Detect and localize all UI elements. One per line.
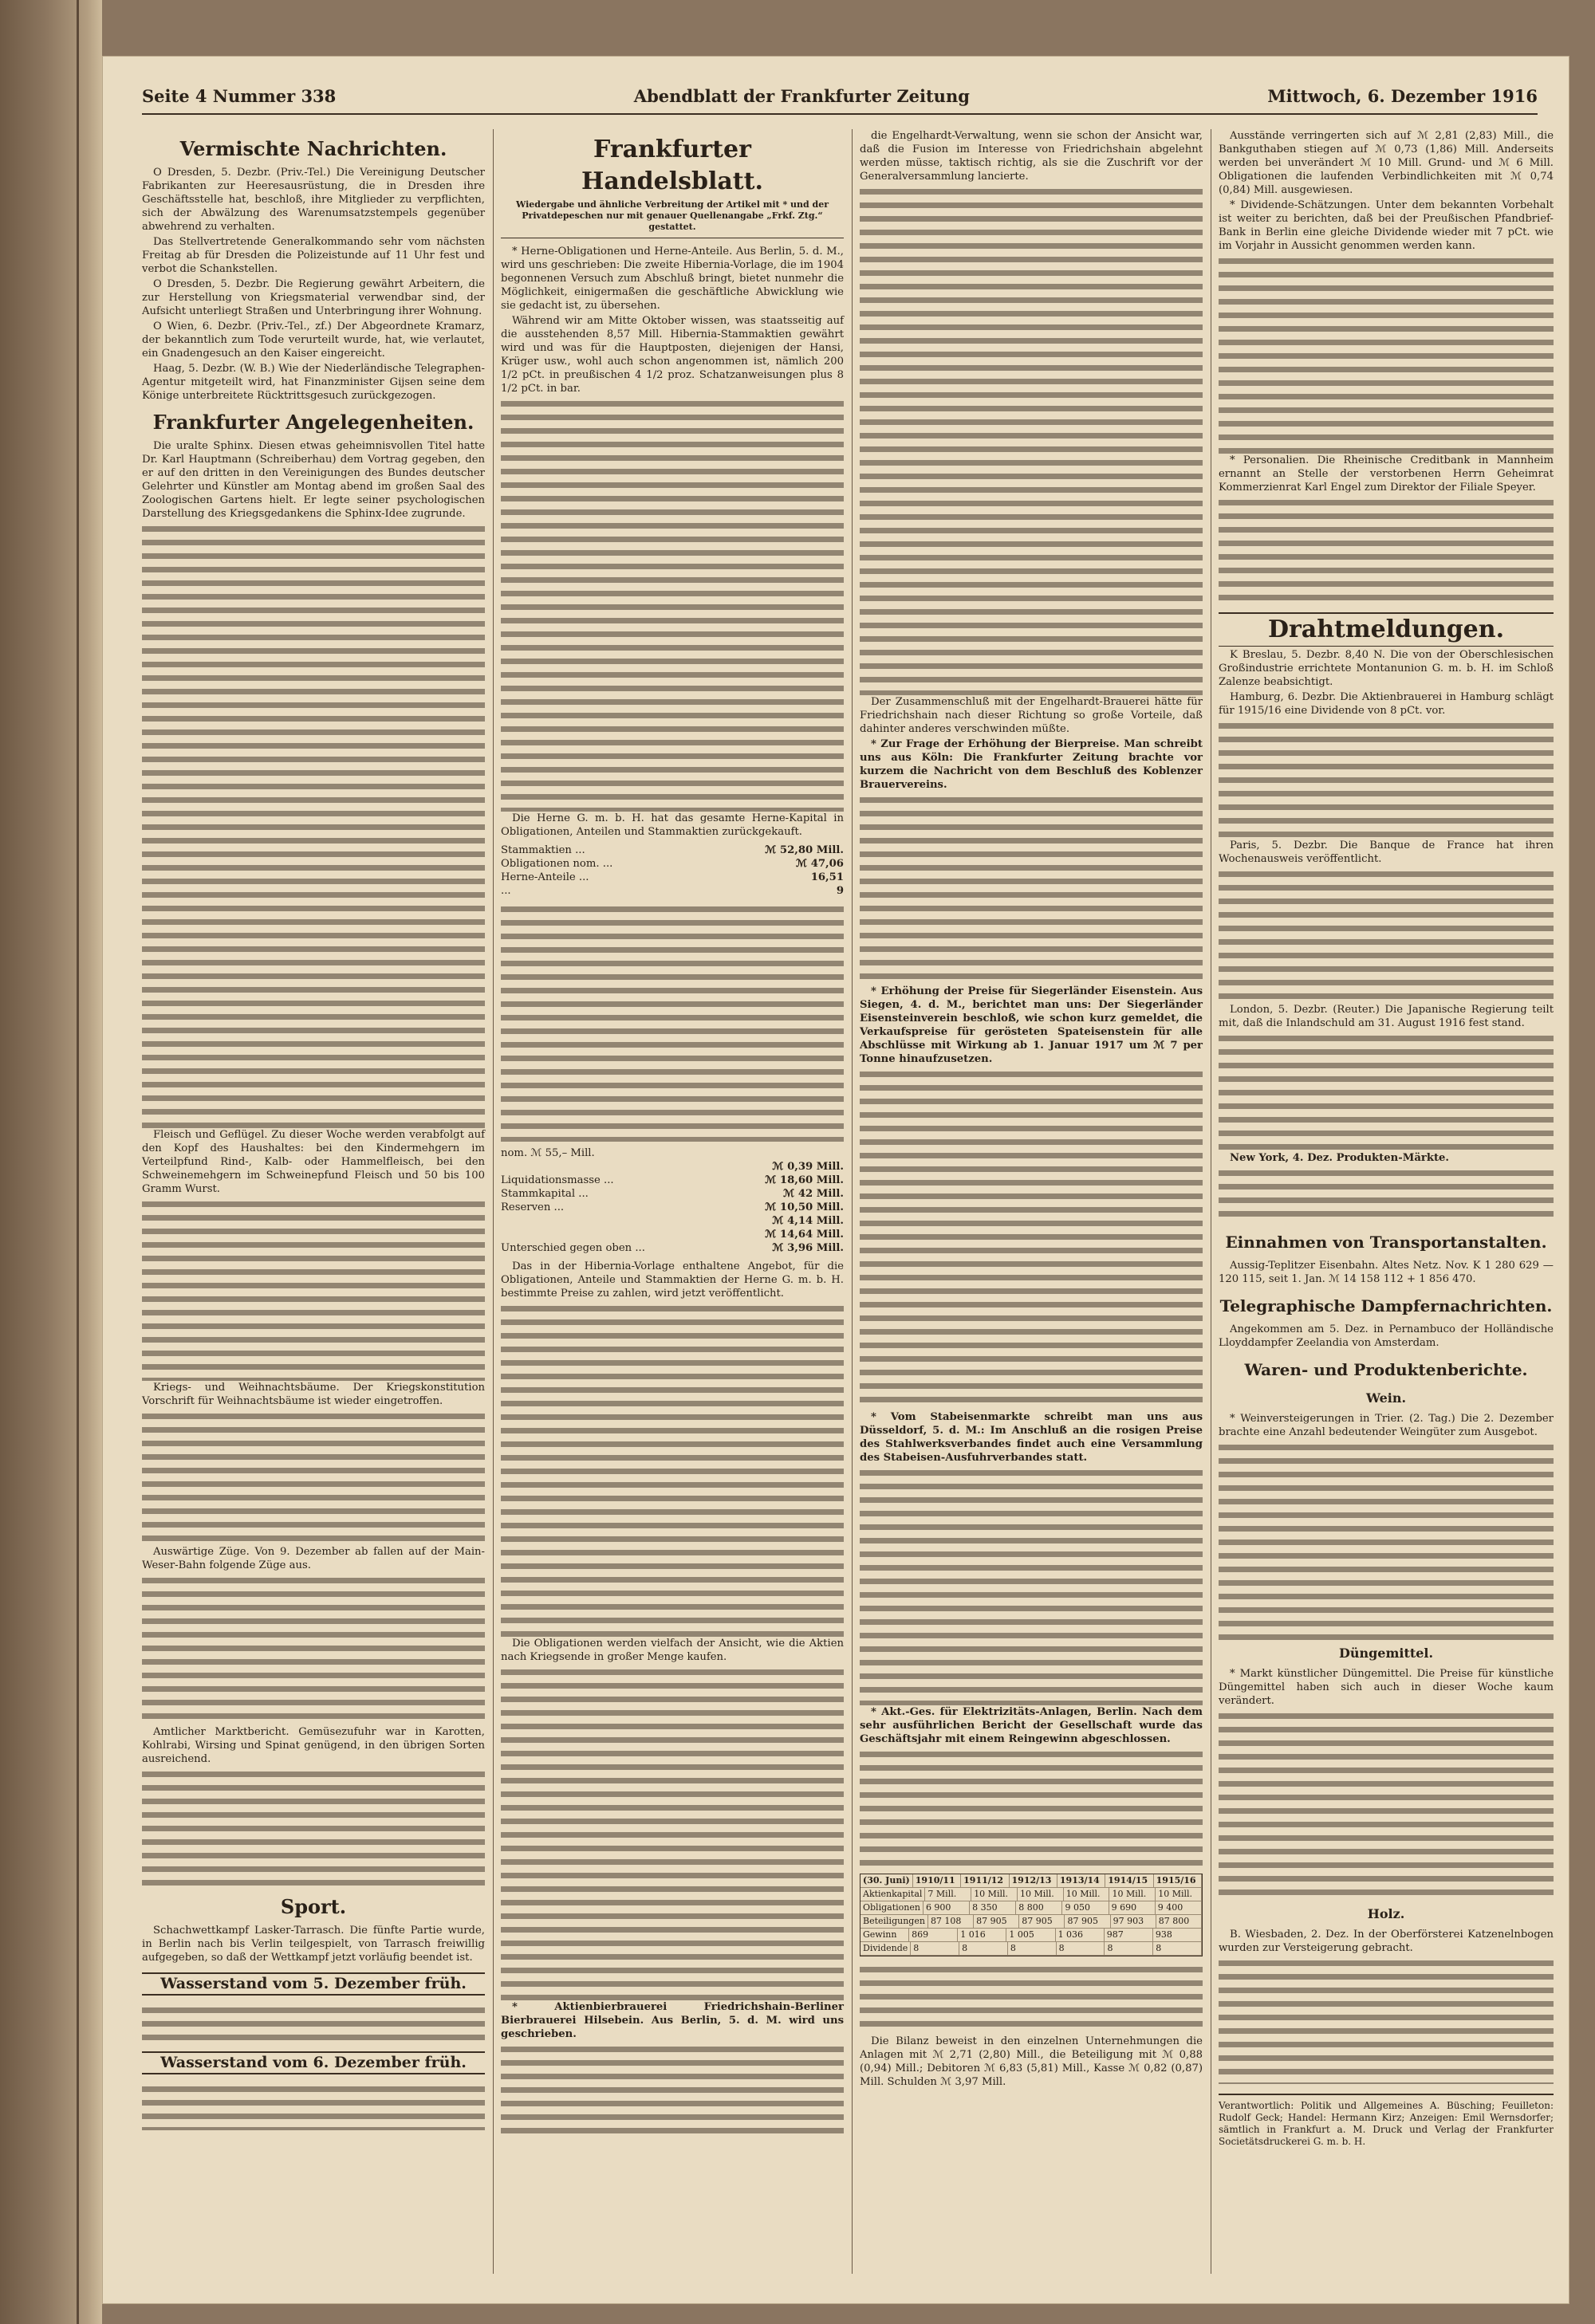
- table-cell: 1 036: [1056, 1929, 1105, 1941]
- table-cell: 7 Mill.: [925, 1888, 971, 1901]
- paragraph: * Weinversteigerungen in Trier. (2. Tag.) Die 2. Dezember brachte eine Anzahl bedeutender Weingüter zum Ausgebot.: [1219, 1413, 1554, 1438]
- text-filler: [860, 1963, 1203, 2035]
- table-header-row: [861, 1874, 1202, 1888]
- text-filler: [142, 1410, 485, 1545]
- paragraph: Fleisch und Geflügel. Zu dieser Woche werden verabfolgt auf den Kopf des Haushaltes: bei den Kindermehgern im Verteilpfund Rind-, Kalb- oder Hammelfleisch, bei den Schweinemehgern im Schweinepfund Fleisch und 50 bis 100 Gramm Wurst.: [142, 1129, 485, 1195]
- table-cell: 10 Mill.: [971, 1888, 1018, 1901]
- duengemittel-heading: Düngemittel.: [1338, 1646, 1434, 1661]
- text-filler: [860, 793, 1203, 985]
- table-row: [861, 1915, 1202, 1929]
- dampfer-heading: Telegraphische Dampfernachrichten.: [1219, 1296, 1553, 1315]
- water-level-heading: Wasserstand vom 5. Dezember früh.: [142, 1972, 485, 1996]
- paragraph: Haag, 5. Dezbr. (W. B.) Wie der Niederländische Telegraphen-Agentur mitgeteilt wird, hat Finanzminister Gijsen seine dem Könige unterbreitete Rücktrittsgesuch zurückgezogen.: [142, 363, 485, 402]
- table-header-cell: 1915/16: [1154, 1874, 1202, 1887]
- frankfurter-angelegenheiten-title: Frankfurter Angelegenheiten.: [152, 411, 475, 434]
- table-cell: 8 350: [970, 1901, 1016, 1914]
- vermischte-title: Vermischte Nachrichten.: [179, 137, 447, 160]
- column-4: [1219, 129, 1554, 2282]
- text-filler: [860, 1748, 1203, 1867]
- column-3: [860, 129, 1203, 2282]
- figure-value: ℳ 4,14 Mill.: [772, 1215, 844, 1227]
- table-header-cell: 1913/14: [1057, 1874, 1105, 1887]
- handelsblatt-subtitle: Wiedergabe und ähnliche Verbreitung der Artikel mit * und der Privatdepeschen nur mit genauer Quellenangabe „Frkf. Ztg.“ gestattet.: [501, 199, 844, 238]
- table-cell: 869: [909, 1929, 958, 1941]
- page-header: [142, 78, 1538, 115]
- paragraph: * Herne-Obligationen und Herne-Anteile. Aus Berlin, 5. d. M., wird uns geschrieben: Die zweite Hibernia-Vorlage, die im 1904 begonnenen Versuch zum Abschluß bringt, bietet nunmehr die Möglichkeit, einigermaßen die geschäftliche Abwicklung wie sie gedacht ist, zu übersehen.: [501, 246, 844, 312]
- column-rule: [493, 129, 494, 2274]
- header-masthead: Abendblatt der Frankfurter Zeitung: [633, 85, 970, 106]
- paragraph: O Wien, 6. Dezbr. (Priv.-Tel., zf.) Der Abgeordnete Kramarz, der bekanntlich zum Tode verurteilt wurde, hat, wie verlautet, ein Gnadengesuch an den Kaiser eingereicht.: [142, 320, 485, 360]
- table-cell: 87 905: [1019, 1915, 1065, 1928]
- drahtmeldungen-title: Drahtmeldungen.: [1219, 612, 1554, 647]
- text-filler: [860, 1068, 1203, 1410]
- paragraph: * Akt.-Ges. für Elektrizitäts-Anlagen, Berlin. Nach dem sehr ausführlichen Bericht der Gesellschaft wurde das Geschäftsjahr mit einem Reingewinn abgeschlossen.: [860, 1706, 1203, 1745]
- figure-label: Obligationen nom. ...: [501, 858, 613, 870]
- text-filler: [142, 1574, 485, 1725]
- column-rule: [852, 129, 853, 2274]
- text-filler: [501, 1302, 844, 1637]
- text-filler: [1219, 1956, 1554, 2084]
- text-filler: [142, 1768, 485, 1887]
- waren-heading: Waren- und Produktenberichte.: [1244, 1360, 1528, 1379]
- table-header-cell: 1911/12: [961, 1874, 1009, 1887]
- text-filler: [1219, 1032, 1554, 1151]
- table-cell: 9 400: [1156, 1901, 1202, 1914]
- figure-label: Liquidationsmasse ...: [501, 1174, 614, 1186]
- text-filler: [860, 1466, 1203, 1705]
- table-cell: Beteiligungen: [861, 1915, 928, 1928]
- figures-row: [501, 1146, 844, 1160]
- figures-row: [501, 871, 844, 884]
- book-binding: [0, 0, 102, 2324]
- table-row: [861, 1888, 1202, 1901]
- table-row: [861, 1942, 1202, 1956]
- header-date: Mittwoch, 6. Dezember 1916: [1267, 85, 1538, 106]
- paragraph: die Engelhardt-Verwaltung, wenn sie schon der Ansicht war, daß die Fusion im Interesse von Friedrichshain abgelehnt werden müsse, taktisch richtig, als sie die Zuschrift vor der Generalversammlung lancierte.: [860, 130, 1203, 183]
- column-2: [501, 129, 844, 2282]
- table-row: [861, 1901, 1202, 1915]
- table-cell: 1 016: [958, 1929, 1006, 1941]
- figures-row: [501, 1201, 844, 1214]
- paragraph: Der Zusammenschluß mit der Engelhardt-Brauerei hätte für Friedrichshain nach dieser Richtung so große Vorteile, daß dahinter anderes verschwinden müßte.: [860, 696, 1203, 735]
- sport-title: Sport.: [280, 1895, 347, 1918]
- table-cell: 1 005: [1006, 1929, 1055, 1941]
- table-cell: 87 905: [1065, 1915, 1110, 1928]
- wein-heading: Wein.: [1365, 1390, 1407, 1406]
- text-filler: [1219, 867, 1554, 1003]
- table-cell: 87 905: [974, 1915, 1019, 1928]
- table-header-cell: 1912/13: [1010, 1874, 1057, 1887]
- table-cell: 938: [1153, 1929, 1202, 1941]
- paragraph: Die Herne G. m. b. H. hat das gesamte Herne-Kapital in Obligationen, Anteilen und Stammaktien zurückgekauft.: [501, 812, 844, 838]
- paragraph: Paris, 5. Dezbr. Die Banque de France hat ihren Wochenausweis veröffentlicht.: [1219, 840, 1554, 865]
- text-filler: [1219, 496, 1554, 608]
- table-cell: 97 903: [1111, 1915, 1156, 1928]
- table-cell: 9 050: [1062, 1901, 1109, 1914]
- figure-value: ℳ 52,80 Mill.: [765, 844, 844, 856]
- paragraph: Ausstände verringerten sich auf ℳ 2,81 (2,83) Mill., die Bankguthaben stiegen auf ℳ 0,73 (1,86) Mill. Anderseits werden bei unverändert ℳ 10 Mill. Grund- und ℳ 6 Mill. Obligationen die laufenden Verbindlichkeiten mit ℳ 0,74 (0,84) Mill. ausgewiesen.: [1219, 130, 1554, 196]
- paragraph: Das Stellvertretende Generalkommando sehr vom nächsten Freitag ab für Dresden die Polizeistunde auf 11 Uhr fest und verbot die Schankstellen.: [142, 236, 485, 275]
- paragraph: Schachwettkampf Lasker-Tarrasch. Die fünfte Partie wurde, in Berlin nach bis Verlin teilgespielt, von Tarrasch freiwillig aufgegeben, so daß der Wettkampf jetzt vorläufig beendet ist.: [142, 1925, 485, 1964]
- text-filler: [501, 1665, 844, 2000]
- paragraph: Hamburg, 6. Dezbr. Die Aktienbrauerei in Hamburg schlägt für 1915/16 eine Dividende von 8 pCt. vor.: [1219, 691, 1554, 717]
- text-filler: [142, 522, 485, 1128]
- figures-row: [501, 1187, 844, 1201]
- paragraph: * Markt künstlicher Düngemittel. Die Preise für künstliche Düngemittel haben sich auch in dieser Woche kaum verändert.: [1219, 1668, 1554, 1707]
- paragraph: B. Wiesbaden, 2. Dez. In der Oberförsterei Katzenelnbogen wurden zur Versteigerung gebracht.: [1219, 1929, 1554, 1954]
- paragraph: Kriegs- und Weihnachtsbäume. Der Kriegskonstitution Vorschrift für Weihnachtsbäume ist wieder eingetroffen.: [142, 1382, 485, 1407]
- table-cell: 8: [1008, 1942, 1057, 1955]
- text-filler: [1219, 1166, 1554, 1222]
- table-cell: 8: [1105, 1942, 1153, 1955]
- text-filler: [142, 1197, 485, 1381]
- figures-row: [501, 1174, 844, 1187]
- figure-value: ℳ 10,50 Mill.: [765, 1201, 844, 1213]
- text-filler: [1219, 254, 1554, 454]
- table-cell: 10 Mill.: [1018, 1888, 1064, 1901]
- table-cell: 987: [1105, 1929, 1153, 1941]
- text-filler: [860, 185, 1203, 695]
- text-filler: [501, 397, 844, 812]
- figures-list: [501, 843, 844, 898]
- paragraph: * Personalien. Die Rheinische Creditbank in Mannheim ernannt an Stelle der verstorbenen Herrn Geheimrat Kommerzienrat Karl Engel zum Direktor der Filiale Speyer.: [1219, 454, 1554, 494]
- figure-label: ...: [501, 885, 511, 897]
- table-cell: 9 690: [1109, 1901, 1156, 1914]
- figure-value: ℳ 3,96 Mill.: [772, 1242, 844, 1254]
- figures-row: [501, 884, 844, 898]
- paragraph: Die Obligationen werden vielfach der Ansicht, wie die Aktien nach Kriegsende in großer Menge kaufen.: [501, 1638, 844, 1663]
- table-cell: 8: [1057, 1942, 1105, 1955]
- table-row: [861, 1929, 1202, 1942]
- figure-value: ℳ 42 Mill.: [783, 1188, 844, 1200]
- handelsblatt-title: Frankfurter Handelsblatt.: [581, 136, 763, 195]
- binding-line: [77, 0, 79, 2324]
- text-filler: [1219, 719, 1554, 839]
- figures-row: [501, 843, 844, 857]
- column-1: [142, 129, 485, 2282]
- paragraph: Während wir am Mitte Oktober wissen, was staatsseitig auf die ausstehenden 8,57 Mill. Hibernia-Stammaktien gewährt wird und was für die Hauptposten, diejenigen der Hansi, Krüger usw., wohl auch schon angenommen ist, nämlich 200 1/2 pCt. in preußischen 4 1/2 proz. Schatzanweisungen plus 8 1/2 pCt. in bar.: [501, 315, 844, 395]
- table-cell: Dividende: [861, 1942, 911, 1955]
- newspaper-page: [102, 56, 1569, 2304]
- figure-label: Unterschied gegen oben ...: [501, 1242, 645, 1254]
- financial-table: [860, 1874, 1203, 1956]
- table-cell: 6 900: [924, 1901, 970, 1914]
- figure-value: 9: [836, 885, 844, 897]
- text-filler: [501, 902, 844, 1142]
- figure-label: nom. ℳ 55,– Mill.: [501, 1147, 595, 1159]
- paragraph: London, 5. Dezbr. (Reuter.) Die Japanische Regierung teilt mit, daß die Inlandschuld am 31. August 1916 fest stand.: [1219, 1004, 1554, 1029]
- imprint: Verantwortlich: Politik und Allgemeines A. Büsching; Feuilleton: Rudolf Geck; Handel: Hermann Kirz; Anzeigen: Emil Wernsdorfer; sämtlich in Frankfurt a. M. Druck und Verlag der Frankfurter Societätsdruckerei G. m. b. H.: [1219, 2094, 1554, 2148]
- paragraph: * Aktienbierbrauerei Friedrichshain-Berliner Bierbrauerei Hilsebein. Aus Berlin, 5. d. M. wird uns geschrieben.: [501, 2001, 844, 2040]
- paragraph: Die Bilanz beweist in den einzelnen Unternehmungen die Anlagen mit ℳ 2,71 (2,80) Mill., die Beteiligung mit ℳ 0,88 (0,94) Mill.; Debitoren ℳ 6,83 (5,81) Mill., Kasse ℳ 0,82 (0,87) Mill. Schulden ℳ 3,97 Mill.: [860, 2035, 1203, 2088]
- paragraph: * Vom Stabeisenmarkte schreibt man uns aus Düsseldorf, 5. d. M.: Im Anschluß an die rosigen Preise des Stahlwerksverbandes findet auch eine Versammlung des Stabeisen-Ausfuhrverbandes statt.: [860, 1411, 1203, 1464]
- figure-value: ℳ 47,06: [796, 858, 844, 870]
- table-cell: 8: [911, 1942, 959, 1955]
- table-header-cell: 1914/15: [1105, 1874, 1153, 1887]
- text-filler: [142, 2082, 485, 2130]
- table-cell: 8: [959, 1942, 1008, 1955]
- figures-row: [501, 1228, 844, 1241]
- holz-heading: Holz.: [1367, 1906, 1405, 1921]
- paragraph: * Zur Frage der Erhöhung der Bierpreise. Man schreibt uns aus Köln: Die Frankfurter Zeitung brachte vor kurzem die Nachricht von dem Beschluß des Koblenzer Brauervereins.: [860, 738, 1203, 791]
- table-cell: 87 800: [1156, 1915, 1202, 1928]
- paragraph: * Dividende-Schätzungen. Unter dem bekannten Vorbehalt ist weiter zu berichten, daß bei der Preußischen Pfandbrief-Bank in Berlin eine gleiche Dividende wieder mit 7 pCt. wie im Vorjahr in Aussicht genommen werden kann.: [1219, 199, 1554, 252]
- figure-label: Herne-Anteile ...: [501, 871, 589, 883]
- paragraph: O Dresden, 5. Dezbr. (Priv.-Tel.) Die Vereinigung Deutscher Fabrikanten zur Heeresausrüstung, die in Dresden ihre Geschäftsstelle hat, beschloß, ihre Mitglieder zu verpflichten, sich der Abwälzung des Warenumsatzstempels gegenüber abwehrend zu verhalten.: [142, 167, 485, 233]
- paragraph: Amtlicher Marktbericht. Gemüsezufuhr war in Karotten, Kohlrabi, Wirsing und Spinat genügend, in den übrigen Sorten ausreichend.: [142, 1726, 485, 1765]
- water-level-heading: Wasserstand vom 6. Dezember früh.: [142, 2051, 485, 2074]
- table-cell: Obligationen: [861, 1901, 924, 1914]
- table-header-cell: 1910/11: [913, 1874, 961, 1887]
- paragraph: Das in der Hibernia-Vorlage enthaltene Angebot, für die Obligationen, Anteile und Stammaktien der Herne G. m. b. H. bestimmte Preise zu zahlen, wird jetzt veröffentlicht.: [501, 1260, 844, 1300]
- table-cell: Aktienkapital: [861, 1888, 925, 1901]
- paragraph: Auswärtige Züge. Von 9. Dezember ab fallen auf der Main-Weser-Bahn folgende Züge aus.: [142, 1546, 485, 1571]
- figure-value: 16,51: [810, 871, 844, 883]
- text-filler: [1219, 1441, 1554, 1640]
- paragraph: Aussig-Teplitzer Eisenbahn. Altes Netz. Nov. K 1 280 629 — 120 115, seit 1. Jan. ℳ 14 158 112 + 1 856 470.: [1219, 1260, 1554, 1285]
- paragraph: New York, 4. Dez. Produkten-Märkte.: [1230, 1152, 1450, 1164]
- table-header-cell: (30. Juni): [861, 1874, 913, 1887]
- figures-row: [501, 857, 844, 871]
- table-cell: 87 108: [928, 1915, 974, 1928]
- figure-label: Stammkapital ...: [501, 1188, 589, 1200]
- figure-value: ℳ 14,64 Mill.: [765, 1229, 844, 1241]
- table-cell: 10 Mill.: [1156, 1888, 1202, 1901]
- table-cell: 8: [1153, 1942, 1202, 1955]
- table-cell: Gewinn: [861, 1929, 909, 1941]
- figure-value: ℳ 18,60 Mill.: [765, 1174, 844, 1186]
- table-cell: 10 Mill.: [1109, 1888, 1156, 1901]
- figure-label: Stammaktien ...: [501, 844, 585, 856]
- figures-row: [501, 1214, 844, 1228]
- paragraph: * Erhöhung der Preise für Siegerländer Eisenstein. Aus Siegen, 4. d. M., berichtet man uns: Der Siegerländer Eisensteinverein beschloß, wie schon kurz gemeldet, die Verkaufspreise für gerösteten Spateisenstein für alle Abschlüsse mit Wirkung ab 1. Januar 1917 um ℳ 7 per Tonne hinaufzusetzen.: [860, 985, 1203, 1065]
- text-filler: [142, 2004, 485, 2043]
- text-filler: [1219, 1709, 1554, 1901]
- figure-label: Reserven ...: [501, 1201, 565, 1213]
- paragraph: K Breslau, 5. Dezbr. 8,40 N. Die von der Oberschlesischen Großindustrie errichtete Montanunion G. m. b. H. im Schloß Zalenze beabsichtigt.: [1219, 649, 1554, 688]
- table-cell: 8 800: [1016, 1901, 1062, 1914]
- figures-row: [501, 1241, 844, 1255]
- figures-list: [501, 1146, 844, 1255]
- table-cell: 10 Mill.: [1064, 1888, 1110, 1901]
- header-page-number: Seite 4 Nummer 338: [142, 85, 337, 106]
- figures-row: [501, 1160, 844, 1174]
- text-filler: [501, 2043, 844, 2138]
- einnahmen-heading: Einnahmen von Transportanstalten.: [1225, 1233, 1547, 1252]
- paragraph: Angekommen am 5. Dez. in Pernambuco der Holländische Lloyddampfer Zeelandia von Amsterdam.: [1219, 1323, 1554, 1349]
- paragraph: O Dresden, 5. Dezbr. Die Regierung gewährt Arbeitern, die zur Herstellung von Kriegsmaterial verwendbar sind, der Aufsicht unterliegt Straßen und Unterbringung ihrer Wohnung.: [142, 278, 485, 317]
- figure-value: ℳ 0,39 Mill.: [772, 1161, 844, 1173]
- paragraph: Die uralte Sphinx. Diesen etwas geheimnisvollen Titel hatte Dr. Karl Hauptmann (Schreiberhau) dem Vortrag gegeben, den er auf den dritten in den Vereinigungen des Bundes deutscher Gelehrter und Künstler am Montag abend im großen Saal des Zoologischen Gartens hielt. Er legte seiner psychologischen Darstellung des Kriegsgedankens die Sphinx-Idee zugrunde.: [142, 440, 485, 520]
